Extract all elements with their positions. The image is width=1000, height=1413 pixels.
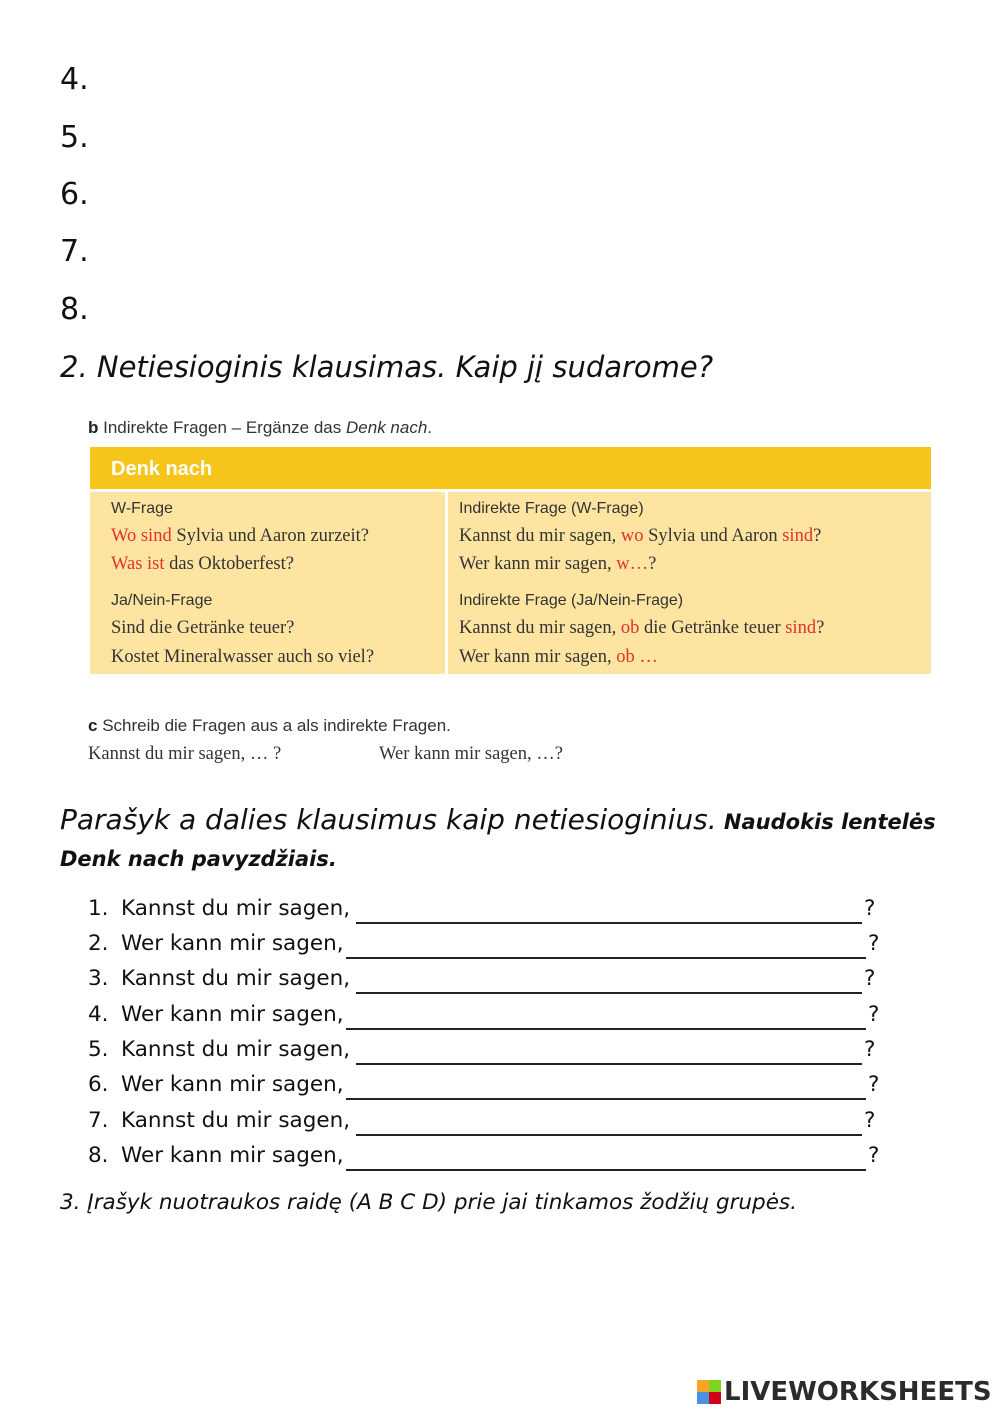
answer-input-8[interactable] [100,292,664,330]
task-title: Parašyk a dalies klausimus kaip netiesioginius. Naudokis lentelės [60,803,936,836]
table-divider [90,489,931,492]
list-number: 6. [60,177,89,212]
w-frage-heading: W-Frage [111,500,173,517]
answer-input-7[interactable] [100,234,664,272]
exercise-c-example-1: Kannst du mir sagen, … ? [88,744,282,764]
answer-input-6[interactable] [100,177,664,215]
exercise-b-instruction: b Indirekte Fragen – Ergänze das Denk nach. [88,418,433,437]
question-row: 8. Wer kann mir sagen, ? [88,1143,908,1177]
answer-input-4[interactable] [100,62,664,100]
question-row: 2. Wer kann mir sagen, ? [88,931,908,965]
w-frage-example-2: Was ist das Oktoberfest? [111,554,294,574]
question-row: 4. Wer kann mir sagen, ? [88,1002,908,1036]
indirekte-w-example-1: Kannst du mir sagen, wo Sylvia und Aaron sind? [459,526,822,546]
exercise-c-instruction: c Schreib die Fragen aus a als indirekte Fragen. [88,716,451,735]
indirekte-ja-nein-example-1: Kannst du mir sagen, ob die Getränke teuer sind? [459,618,825,638]
answer-input-q4[interactable] [346,1002,866,1030]
w-frage-example-1: Wo sind Sylvia und Aaron zurzeit? [111,526,369,546]
indirekte-ja-nein-example-2: Wer kann mir sagen, ob … [459,647,658,667]
exercise-c-example-2: Wer kann mir sagen, …? [379,744,563,764]
question-row: 5. Kannst du mir sagen, ? [88,1037,908,1071]
task-title-line2: Denk nach pavyzdžiais. [60,847,337,871]
answer-input-q6[interactable] [346,1072,866,1100]
answer-input-q2[interactable] [346,931,866,959]
question-row: 6. Wer kann mir sagen, ? [88,1072,908,1106]
question-row: 1. Kannst du mir sagen, ? [88,896,908,930]
liveworksheets-wordmark: LIVEWORKSHEETS [724,1377,992,1407]
answer-input-q8[interactable] [346,1143,866,1171]
section3-title: 3. Įrašyk nuotraukos raidę (A B C D) prie jai tinkamos žodžių grupės. [60,1190,797,1215]
exercise-b-letter: b [88,418,99,437]
section2-title: 2. Netiesioginis klausimas. Kaip jį sudarome? [60,350,714,384]
indirekte-w-frage-heading: Indirekte Frage (W-Frage) [459,500,644,517]
indirekte-ja-nein-heading: Indirekte Frage (Ja/Nein-Frage) [459,592,684,609]
denk-nach-header: Denk nach [90,447,931,489]
ja-nein-example-2: Kostet Mineralwasser auch so viel? [111,647,375,667]
answer-input-q5[interactable] [356,1037,862,1065]
answer-input-q7[interactable] [356,1108,862,1136]
question-row: 3. Kannst du mir sagen, ? [88,966,908,1000]
liveworksheets-icon [697,1380,721,1404]
ja-nein-example-1: Sind die Getränke teuer? [111,618,295,638]
list-number: 8. [60,292,89,327]
answer-input-5[interactable] [100,120,664,158]
answer-input-q1[interactable] [356,896,862,924]
table-divider [445,489,448,674]
list-number: 5. [60,120,89,155]
list-number: 7. [60,234,89,269]
logo-square [709,1380,721,1392]
question-row: 7. Kannst du mir sagen, ? [88,1108,908,1142]
answer-input-q3[interactable] [356,966,862,994]
indirekte-w-example-2: Wer kann mir sagen, w…? [459,554,657,574]
logo-square [697,1392,709,1404]
logo-square [697,1380,709,1392]
list-number: 4. [60,62,89,97]
denk-nach-table [90,447,931,674]
logo-square [709,1392,721,1404]
liveworksheets-logo [697,1375,992,1409]
exercise-c-letter: c [88,716,98,735]
ja-nein-frage-heading: Ja/Nein-Frage [111,592,213,609]
